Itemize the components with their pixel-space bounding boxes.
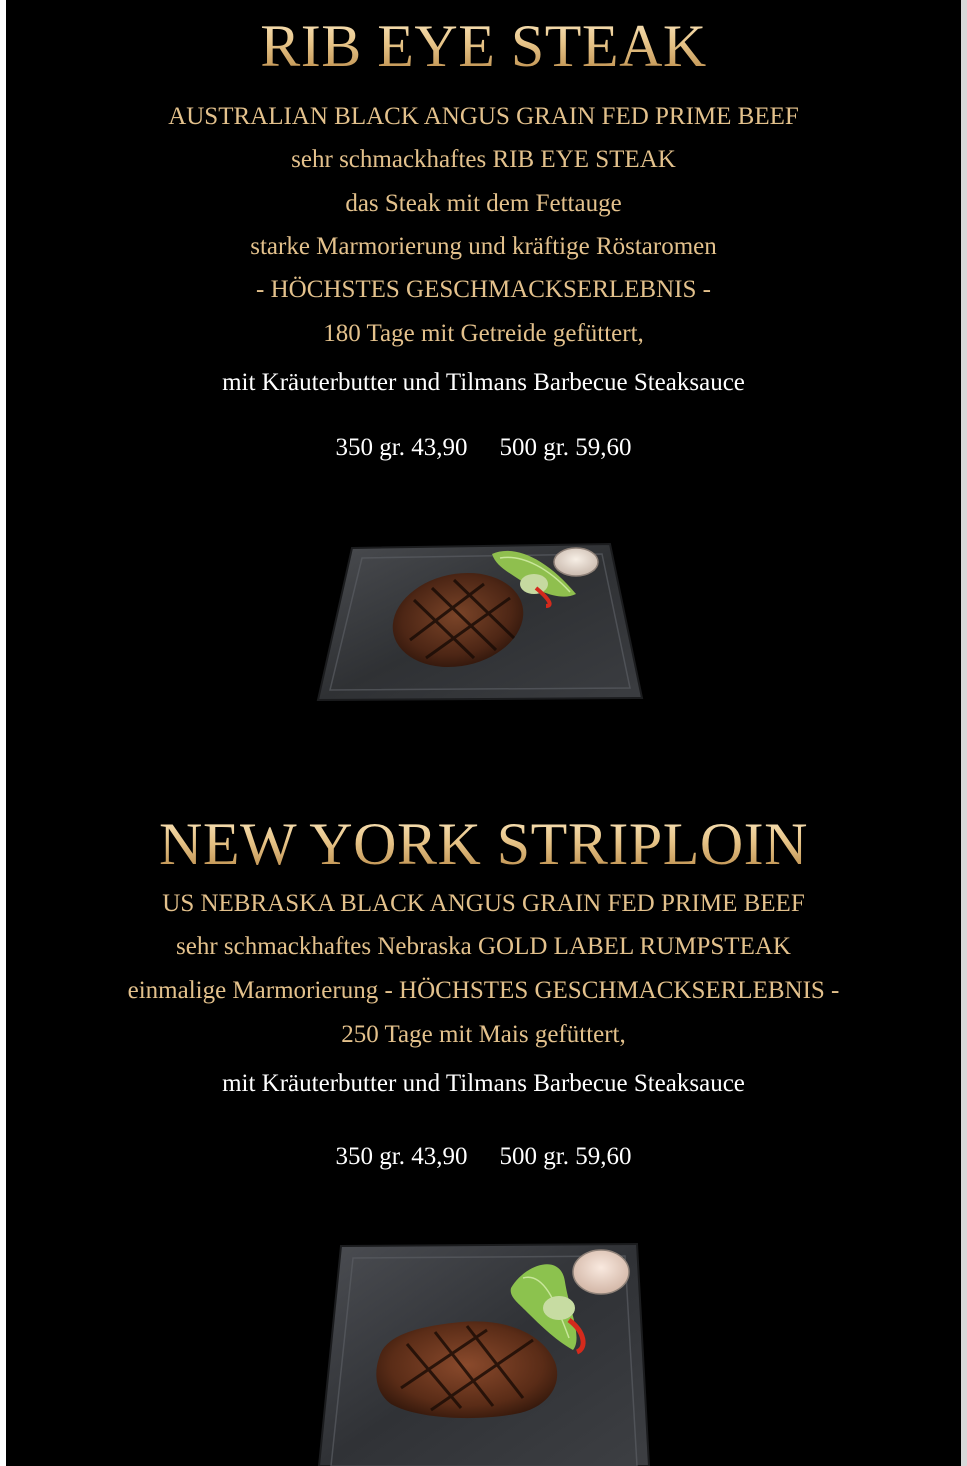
item-line: sehr schmackhaftes RIB EYE STEAK	[291, 146, 676, 173]
item-side: mit Kräuterbutter und Tilmans Barbecue Steaksauce	[222, 1070, 745, 1097]
new-york-striploin-plate-image	[311, 1238, 656, 1466]
item-line: US NEBRASKA BLACK ANGUS GRAIN FED PRIME BEEF	[162, 890, 805, 917]
item-line: 180 Tage mit Getreide gefüttert,	[323, 320, 644, 347]
item-line: starke Marmorierung und kräftige Röstaromen	[250, 233, 717, 260]
page-edge	[961, 0, 967, 1466]
price-small: 350 gr. 43,90	[335, 1143, 468, 1170]
item-line: 250 Tage mit Mais gefüttert,	[341, 1021, 626, 1048]
item-title-new-york: NEW YORK STRIPLOIN	[6, 814, 961, 874]
menu-page	[6, 0, 961, 1466]
price-large: 500 gr. 59,60	[499, 434, 632, 461]
item-title-rib-eye: RIB EYE STEAK	[6, 16, 961, 76]
price-small: 350 gr. 43,90	[335, 434, 468, 461]
item-prices	[6, 1142, 961, 1172]
item-line: einmalige Marmorierung - HÖCHSTES GESCHMACKSERLEBNIS -	[127, 977, 840, 1004]
item-prices	[6, 433, 961, 463]
item-line: - HÖCHSTES GESCHMACKSERLEBNIS -	[256, 276, 711, 303]
rib-eye-steak-plate-image	[314, 540, 650, 708]
item-line: AUSTRALIAN BLACK ANGUS GRAIN FED PRIME BEEF	[168, 103, 799, 130]
item-line: sehr schmackhaftes Nebraska GOLD LABEL RUMPSTEAK	[176, 933, 791, 960]
item-line: das Steak mit dem Fettauge	[345, 190, 622, 217]
price-large: 500 gr. 59,60	[499, 1143, 632, 1170]
item-side: mit Kräuterbutter und Tilmans Barbecue Steaksauce	[222, 369, 745, 396]
